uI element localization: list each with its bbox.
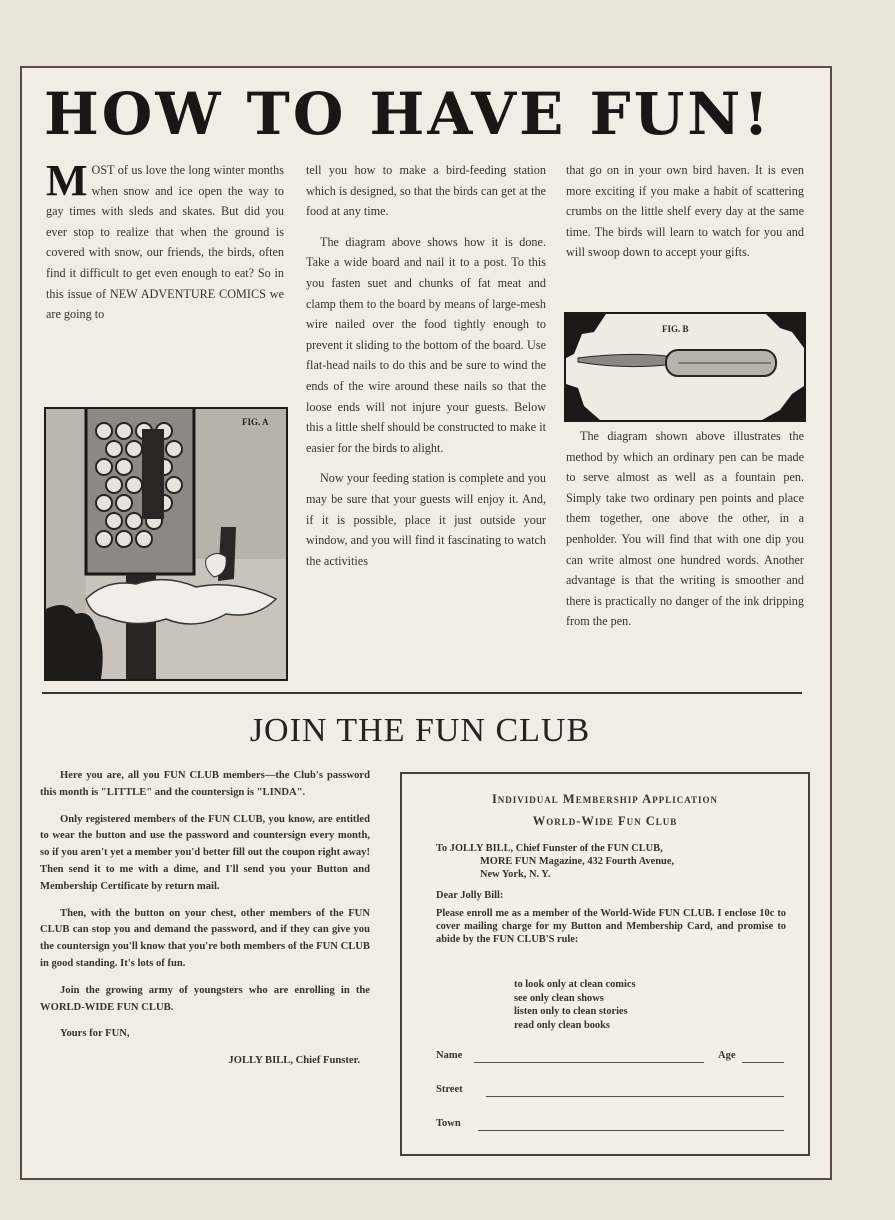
club-paragraph: Here you are, all you FUN CLUB members—the Club's password this month is "LITTLE" and the countersign is "LINDA". [40,770,370,798]
town-label: Town [436,1118,461,1129]
article-title: HOW TO HAVE FUN! [44,80,772,148]
name-label: Name [436,1050,463,1061]
coupon-rule: listen only to clean stories [514,1006,628,1017]
membership-coupon[interactable] [400,772,810,1156]
article-col2-paragraph: tell you how to make a bird-feeding station which is designed, so that the birds can get at the food at any time. [306,163,546,219]
club-paragraph: Join the growing army of youngsters who are enrolling in the WORLD-WIDE FUN CLUB. [40,984,370,1013]
club-paragraph: Only registered members of the FUN CLUB, you know, are entitled to wear the button and use the password and countersign every month, so if you aren't yet a member you'd better fill out the coupon right away! Then send it to me with a dime, and I'll send you your Button and Membership Certificate by return mail. [40,813,370,892]
street-label: Street [436,1084,463,1095]
club-title: JOIN THE FUN CLUB [249,712,591,749]
article-col1-paragraph: MOST of us love the long winter months when snow and ice open the way to gay times with sleds and skates. But did you ever stop to realize that when the ground is covered with snow, our friends, the birds, often find it difficult to get even enough to eat? So in this issue of NEW ADVENTURE COMICS we are going to [46,156,284,322]
age-label: Age [718,1050,736,1061]
coupon-address: To JOLLY BILL, Chief Funster of the FUN CLUB, MORE FUN Magazine, 432 Fourth Avenue, New York, N. Y. [436,843,675,880]
club-closing: Yours for FUN, [60,1028,130,1040]
age-field[interactable] [742,1062,784,1063]
article-col2-paragraph: Now your feeding station is complete and you may be sure that your guests will enjoy it. And, if it is possible, place it just outside your window, and you will find it fascinating to watch the activities [306,471,546,568]
figure-a-label: FIG. A [242,417,269,427]
drop-cap: M [46,156,88,205]
article-column-3 [566,160,804,273]
coupon-rule: see only clean shows [514,992,604,1004]
bird-feeder-illustration [46,409,286,679]
article-col3-paragraph: that go on in your own bird haven. It is even more exciting if you make a habit of scattering crumbs on the little shelf every day at the same time. The birds will learn to watch for you and will swoop down to accept your gifts. [566,163,804,260]
coupon-subheading: World-Wide Fun Club [532,814,678,828]
coupon-salutation: Dear Jolly Bill: [436,890,504,901]
article-col3-paragraph: The diagram shown above illustrates the method by which an ordinary pen can be made to serve almost as well as a fountain pen. Simply take two ordinary pen points and place them together, one above the other, in a penholder. You will find that with one dip you can write almost one hundred words. Another advantage is that the writing is smoother and there is practically no danger of the ink dripping from the pen. [566,429,804,629]
coupon-body: Please enroll me as a member of the World-Wide FUN CLUB. I enclose 10c to cover mailing charge for my Button and Membership Card, and promise to abide by the FUN CLUB'S rule: [436,908,786,945]
club-paragraph: Then, with the button on your chest, other members of the FUN CLUB can stop you and demand the password, and if they can give you the countersign you'll know that you're both members of the FUN CLUB in good standing. It's lots of fun. [40,907,370,969]
figure-a-bird-feeder [44,407,288,681]
article-col2-paragraph: The diagram above shows how it is done. Take a wide board and nail it to a post. To this you fasten suet and chunks of fat meat and clamp them to the board by means of large-mesh wire nailed over the food tightly enough to prevent it sliding to the bottom of the board. Use flat-head nails to do this and be sure to wind the ends of the wire around these nails so that the loose ends will not injure your guests. Below this a little shelf should be constructed to make it easier for the birds to alight. [306,234,546,455]
article-column-2 [306,160,546,581]
coupon-heading: Individual Membership Application [491,792,719,806]
club-letter [40,768,370,1080]
article-column-1 [46,156,284,335]
figure-b-pen [564,312,806,422]
town-field[interactable] [478,1130,784,1131]
coupon-rule: to look only at clean comics [514,979,636,990]
coupon-rules [514,978,636,1032]
article-column-3b [566,426,804,642]
coupon-rule: read only clean books [514,1019,610,1031]
name-field[interactable] [474,1062,704,1063]
figure-b-label: FIG. B [662,324,689,334]
section-divider [42,692,802,694]
street-field[interactable] [486,1096,784,1097]
club-signature: JOLLY BILL, Chief Funster. [228,1055,360,1067]
